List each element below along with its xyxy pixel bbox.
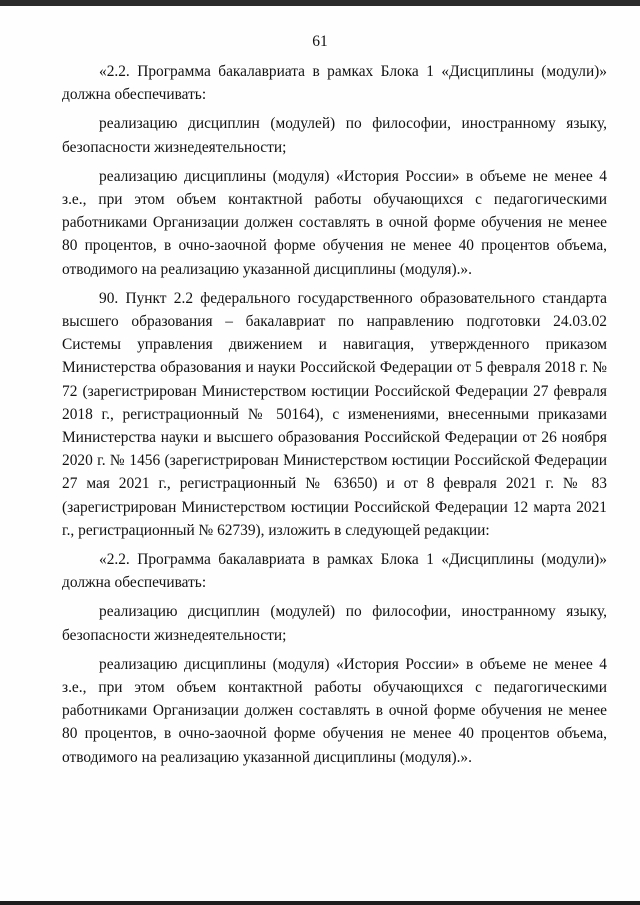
paragraph-russian-history-discipline: реализацию дисциплины (модуля) «История России» в объеме не менее 4 з.е., при этом объем контактной работы обучающихся с педагогическими работниками Организации должен составлять в очной форме обучения не менее 80 процентов, в очно-заочной форме обучения не менее 40 процентов объема, отводимого на реализацию указанной дисциплины (модуля).».: [62, 167, 607, 278]
document-body: [62, 60, 607, 769]
paragraph-russian-history-discipline-new: реализацию дисциплины (модуля) «История России» в объеме не менее 4 з.е., при этом объем контактной работы обучающихся с педагогическими работниками Организации должен составлять в очной форме обучения не менее 80 процентов, в очно-заочной форме обучения не менее 40 процентов объема, отводимого на реализацию указанной дисциплины (модуля).».: [62, 655, 607, 766]
paragraph-program-requirements-intro-new: «2.2. Программа бакалавриата в рамках Блока 1 «Дисциплины (модули)» должна обеспечивать:: [62, 551, 607, 592]
paragraph-philosophy-disciplines-new: реализацию дисциплин (модулей) по философии, иностранному языку, безопасности жизнедеятельности;: [62, 603, 607, 644]
paragraph-program-requirements-intro: «2.2. Программа бакалавриата в рамках Блока 1 «Дисциплины (модули)» должна обеспечивать:: [62, 63, 607, 104]
scan-edge-bottom: [0, 901, 640, 905]
scan-edge-top: [0, 0, 640, 6]
paragraph-item-90: 90. Пункт 2.2 федерального государственного образовательного стандарта высшего образования – бакалавриат по направлению подготовки 24.03.02 Системы управления движением и навигация, утвержденного приказом Министерства образования и науки Российской Федерации от 5 февраля 2018 г. № 72 (зарегистрирован Министерством юстиции Российской Федерации 27 февраля 2018 г., регистрационный № 50164), с изменениями, внесенными приказами Министерства науки и высшего образования Российской Федерации от 26 ноября 2020 г. № 1456 (зарегистрирован Министерством юстиции Российской Федерации 27 мая 2021 г., регистрационный № 63650) и от 8 февраля 2021 г. № 83 (зарегистрирован Министерством юстиции Российской Федерации 12 марта 2021 г., регистрационный № 62739), изложить в следующей редакции:: [62, 289, 607, 539]
page-number: 61: [312, 33, 328, 50]
paragraph-philosophy-disciplines: реализацию дисциплин (модулей) по философии, иностранному языку, безопасности жизнедеятельности;: [62, 115, 607, 156]
